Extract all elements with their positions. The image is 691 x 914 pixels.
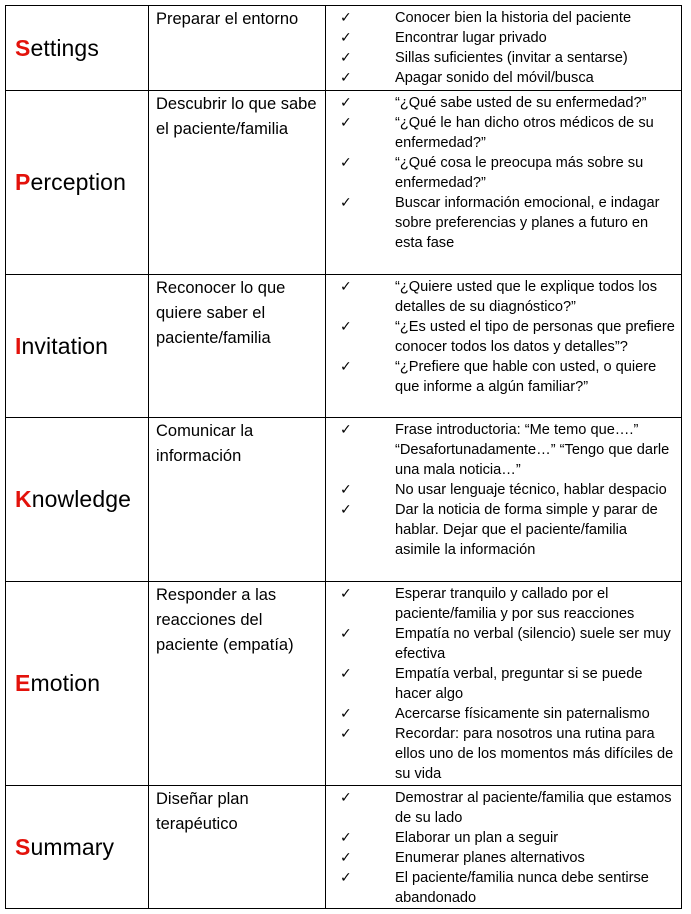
checklist	[340, 277, 675, 397]
checkmark-icon: ✓	[340, 850, 352, 866]
checkmark-icon: ✓	[340, 95, 352, 111]
checklist-item	[340, 664, 675, 704]
step-initial: P	[15, 169, 31, 195]
step-name-cell	[6, 6, 149, 91]
checklist	[340, 93, 675, 253]
checkmark-icon: ✓	[340, 726, 352, 742]
checkmark-icon: ✓	[340, 830, 352, 846]
checkmark-icon: ✓	[340, 50, 352, 66]
checkmark-icon: ✓	[340, 319, 352, 335]
step-name-rest: ummary	[30, 833, 115, 860]
checklist-item-text: “¿Quiere usted que le explique todos los detalles de su diagnóstico?”	[395, 279, 658, 315]
checklist-item-text: Conocer bien la historia del paciente	[395, 10, 632, 26]
checklist-item	[340, 8, 675, 28]
checklist-item-text: Demostrar al paciente/familia que estamos de su lado	[395, 790, 672, 826]
checklist-item	[340, 828, 675, 848]
checklist-item-text: Elaborar un plan a seguir	[395, 830, 559, 846]
checklist-item	[340, 193, 675, 253]
checklist-item	[340, 584, 675, 624]
checkmark-icon: ✓	[340, 359, 352, 375]
checklist-item-text: “¿Es usted el tipo de personas que prefiere conocer todos los datos y detalles”?	[395, 319, 675, 355]
step-description: Preparar el entorno	[149, 6, 326, 91]
checklist-item	[340, 113, 675, 153]
step-initial: S	[15, 34, 31, 61]
checklist-item-text: Acercarse físicamente sin paternalismo	[395, 706, 650, 722]
checklist-item-text: Buscar información emocional, e indagar sobre preferencias y planes a futuro en esta fase	[395, 195, 660, 251]
checkmark-icon: ✓	[340, 155, 352, 171]
checkmark-icon: ✓	[340, 30, 352, 46]
checklist-item-text: Frase introductoria: “Me temo que….” “Desafortunadamente…” “Tengo que darle una mala noticia…”	[395, 422, 670, 478]
checkmark-icon: ✓	[340, 790, 352, 806]
checklist-item	[340, 724, 675, 784]
checklist-item-text: “¿Prefiere que hable con usted, o quiere que informe a algún familiar?”	[395, 359, 657, 395]
checklist-item	[340, 68, 675, 88]
step-description: Diseñar plan terapéutico	[149, 786, 326, 909]
checklist-item	[340, 28, 675, 48]
checklist-cell	[326, 418, 682, 582]
checklist-item-text: Esperar tranquilo y callado por el paciente/familia y por sus reacciones	[395, 586, 635, 622]
step-initial: E	[15, 670, 31, 696]
step-initial: K	[15, 486, 32, 512]
step-description: Responder a las reacciones del paciente (empatía)	[149, 582, 326, 786]
table-body	[6, 6, 682, 909]
step-description: Reconocer lo que quiere saber el paciente/familia	[149, 275, 326, 418]
checklist-item-text: Dar la noticia de forma simple y parar de hablar. Dejar que el paciente/familia asimile la información	[395, 502, 658, 558]
step-name-rest: nowledge	[31, 486, 131, 512]
table-row	[6, 786, 682, 909]
checklist-item-text: Empatía no verbal (silencio) suele ser muy efectiva	[395, 626, 671, 662]
checkmark-icon: ✓	[340, 706, 352, 722]
step-initial: I	[15, 332, 22, 359]
checkmark-icon: ✓	[340, 666, 352, 682]
checklist-item	[340, 153, 675, 193]
checklist-item	[340, 480, 675, 500]
checkmark-icon: ✓	[340, 195, 352, 211]
checkmark-icon: ✓	[340, 502, 352, 518]
step-name-cell	[6, 582, 149, 786]
step-name-cell	[6, 275, 149, 418]
checklist-cell	[326, 6, 682, 91]
step-description: Descubrir lo que sabe el paciente/familia	[149, 91, 326, 275]
checklist-item-text: “¿Qué sabe usted de su enfermedad?”	[395, 95, 647, 111]
checklist-item-text: No usar lenguaje técnico, hablar despacio	[395, 482, 667, 498]
checkmark-icon: ✓	[340, 10, 352, 26]
checklist	[340, 420, 675, 560]
table-row	[6, 91, 682, 275]
step-name-cell	[6, 91, 149, 275]
step-name-rest: erception	[30, 169, 126, 195]
step-name-cell	[6, 418, 149, 582]
spikes-protocol-table	[5, 5, 682, 909]
checklist-item	[340, 420, 675, 480]
checkmark-icon: ✓	[340, 115, 352, 131]
checklist-item	[340, 93, 675, 113]
checkmark-icon: ✓	[340, 279, 352, 295]
step-name-cell	[6, 786, 149, 909]
checklist-item-text: Recordar: para nosotros una rutina para ellos uno de los momentos más difíciles de su vida	[395, 726, 674, 782]
checkmark-icon: ✓	[340, 870, 352, 886]
checklist-item	[340, 624, 675, 664]
checklist-item-text: Encontrar lugar privado	[395, 30, 547, 46]
table-row	[6, 6, 682, 91]
checklist-cell	[326, 91, 682, 275]
checklist	[340, 584, 675, 784]
checklist	[340, 8, 675, 88]
checklist-item-text: “¿Qué cosa le preocupa más sobre su enfermedad?”	[395, 155, 644, 191]
checklist-item-text: Empatía verbal, preguntar si se puede hacer algo	[395, 666, 643, 702]
checklist-item-text: Enumerar planes alternativos	[395, 850, 585, 866]
checklist-item	[340, 704, 675, 724]
checklist-item	[340, 48, 675, 68]
step-name-rest: motion	[30, 670, 101, 696]
checklist	[340, 788, 675, 908]
step-name-rest: nvitation	[21, 332, 109, 359]
checkmark-icon: ✓	[340, 422, 352, 438]
checklist-item	[340, 788, 675, 828]
step-description: Comunicar la información	[149, 418, 326, 582]
checklist-item-text: “¿Qué le han dicho otros médicos de su enfermedad?”	[395, 115, 654, 151]
checklist-item	[340, 848, 675, 868]
checkmark-icon: ✓	[340, 626, 352, 642]
checklist-item	[340, 357, 675, 397]
checklist-cell	[326, 582, 682, 786]
table-row	[6, 582, 682, 786]
checklist-cell	[326, 275, 682, 418]
checklist-item	[340, 277, 675, 317]
checklist-item	[340, 500, 675, 560]
step-initial: S	[15, 833, 31, 860]
checklist-item	[340, 868, 675, 908]
checkmark-icon: ✓	[340, 586, 352, 602]
checklist-item	[340, 317, 675, 357]
checklist-item-text: El paciente/familia nunca debe sentirse abandonado	[395, 870, 649, 906]
checklist-item-text: Apagar sonido del móvil/busca	[395, 70, 594, 86]
table-row	[6, 275, 682, 418]
table-row	[6, 418, 682, 582]
checklist-item-text: Sillas suficientes (invitar a sentarse)	[395, 50, 628, 66]
checkmark-icon: ✓	[340, 482, 352, 498]
checkmark-icon: ✓	[340, 70, 352, 86]
checklist-cell	[326, 786, 682, 909]
step-name-rest: ettings	[30, 34, 99, 61]
